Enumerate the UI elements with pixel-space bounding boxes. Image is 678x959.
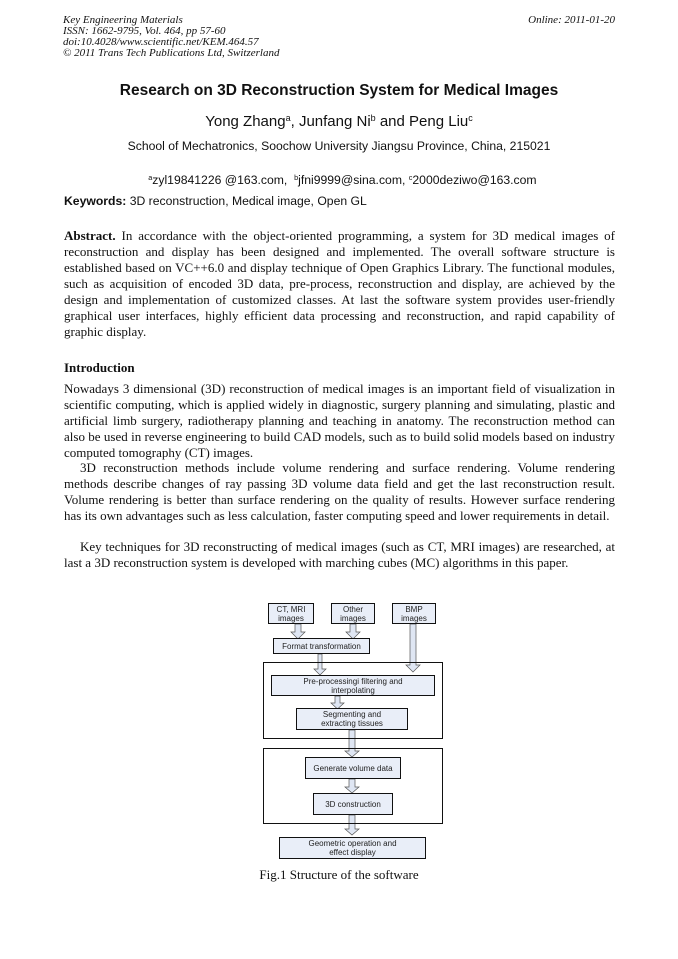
journal-name: Key Engineering Materials [63, 14, 183, 26]
box-label: Pre-processingі filtering and interpolating [303, 676, 403, 695]
paragraph: Key techniques for 3D reconstructing of medical images (such as CT, MRI images) are researched, at last a 3D reconstruction system is developed with marching cubes (MC) algorithms in this paper. [64, 539, 615, 570]
section-heading: Introduction [64, 360, 135, 375]
arrow-bmp-to-preprocess [406, 624, 420, 672]
keywords-text: 3D reconstruction, Medical image, Open GL [126, 194, 367, 208]
author-separator: and [375, 113, 410, 130]
abstract [64, 228, 615, 340]
issn: ISSN: 1662-9795, Vol. 464, pp 57-60 [63, 25, 226, 37]
keywords [64, 194, 367, 208]
paper-title: Research on 3D Reconstruction System for Medical Images [119, 82, 559, 99]
online-date: Online: 2011-01-20 [528, 14, 615, 26]
paragraph: Nowadays 3 dimensional (3D) reconstruction of medical images is an important field of visualization in scientific computing, which is applied widely in diagnostic, surgery planning and simulating, plastic and artificial limb surgery, radiotherapy planning and teaching in anatomy. The reconstruction method can also be used in reverse engineering to build CAD models, such as to build solid models based on industry computed tomography (CT) images. [64, 381, 615, 460]
email-mark: c [408, 172, 413, 182]
box-label: Geometric operation and effect display [308, 839, 397, 857]
box-ct-mri-images [268, 603, 314, 624]
author-mark: b [370, 113, 376, 124]
figure-caption: Fig.1 Structure of the software [259, 867, 419, 882]
abstract-label: Abstract. [64, 228, 116, 243]
box-label: BMP images [401, 604, 427, 623]
box-label: Generate volume data [313, 763, 393, 773]
email-address[interactable]: jfni9999@sina.com, [298, 173, 409, 187]
email-list [0, 159, 678, 187]
author-mark: a [285, 113, 291, 124]
arrow-preprocess-to-segment [331, 696, 344, 709]
author-mark: c [468, 113, 473, 124]
box-generate-volume-data [305, 757, 401, 779]
arrow-format-to-preprocess [314, 654, 326, 675]
box-other-images [331, 603, 375, 624]
arrow-volume-to-construction [345, 779, 359, 793]
author-name: Peng Liu [409, 113, 469, 130]
author-list [0, 113, 678, 130]
email-mark: a [148, 172, 153, 182]
author-name: Junfang Ni [298, 113, 371, 130]
author-separator: , [290, 113, 299, 130]
box-format-transformation [273, 638, 370, 654]
keywords-label: Keywords: [64, 194, 127, 208]
arrow-segment-to-volume [345, 730, 359, 757]
abstract-text: In accordance with the object-oriented programming, a system for 3D medical images of reconstruction and display has been designed and implemented. The overall software structure is established based on VC++6.0 and display technique of Open Graphics Library. The functional modules, such as acquisition of encoded 3D data, pre-process, reconstruction and display, are achieved by the design and implementation of customized classes. At last the software system provides user-friendly graphical user interfaces, highly efficient data processing and reconstruction, and rapid capability of graphic display. [64, 228, 615, 339]
arrow-ct-to-format [291, 624, 305, 639]
paragraph: 3D reconstruction methods include volume rendering and surface rendering. Volume rendering methods describe changes of ray passing 3D volume data field and get the last reconstruction result. Volume rendering is better than surface rendering on the quality of results. However surface rendering has its own advantages such as less calculation, faster computing speed and lower requirements in detail. [64, 460, 615, 523]
preprocessing-group [263, 662, 443, 739]
box-label: Other images [340, 604, 366, 623]
arrow-construction-to-geometric [345, 815, 359, 835]
box-bmp-images [392, 603, 436, 624]
box-label: Format transformation [282, 641, 361, 651]
arrow-other-to-format [346, 624, 360, 639]
reconstruction-group [263, 748, 443, 824]
email-mark: b [294, 172, 299, 182]
email-address[interactable]: 2000deziwo@163.com [412, 173, 537, 187]
doi: doi:10.4028/www.scientific.net/KEM.464.57 [63, 36, 259, 48]
box-preprocessing [271, 675, 435, 696]
box-geometric-operation [279, 837, 426, 859]
box-label: 3D construction [325, 799, 381, 809]
box-label: Segmenting and extracting tissues [321, 710, 383, 728]
journal-header [63, 15, 279, 59]
box-segmenting [296, 708, 408, 730]
affiliation: School of Mechatronics, Soochow University Jiangsu Province, China, 215021 [127, 139, 551, 153]
box-3d-construction [313, 793, 393, 815]
email-address[interactable]: zyl19841226 @163.com, [152, 173, 291, 187]
copyright: © 2011 Trans Tech Publications Ltd, Switzerland [63, 47, 280, 59]
author-name: Yong Zhang [205, 113, 286, 130]
box-label: CT, MRI images [276, 604, 306, 623]
